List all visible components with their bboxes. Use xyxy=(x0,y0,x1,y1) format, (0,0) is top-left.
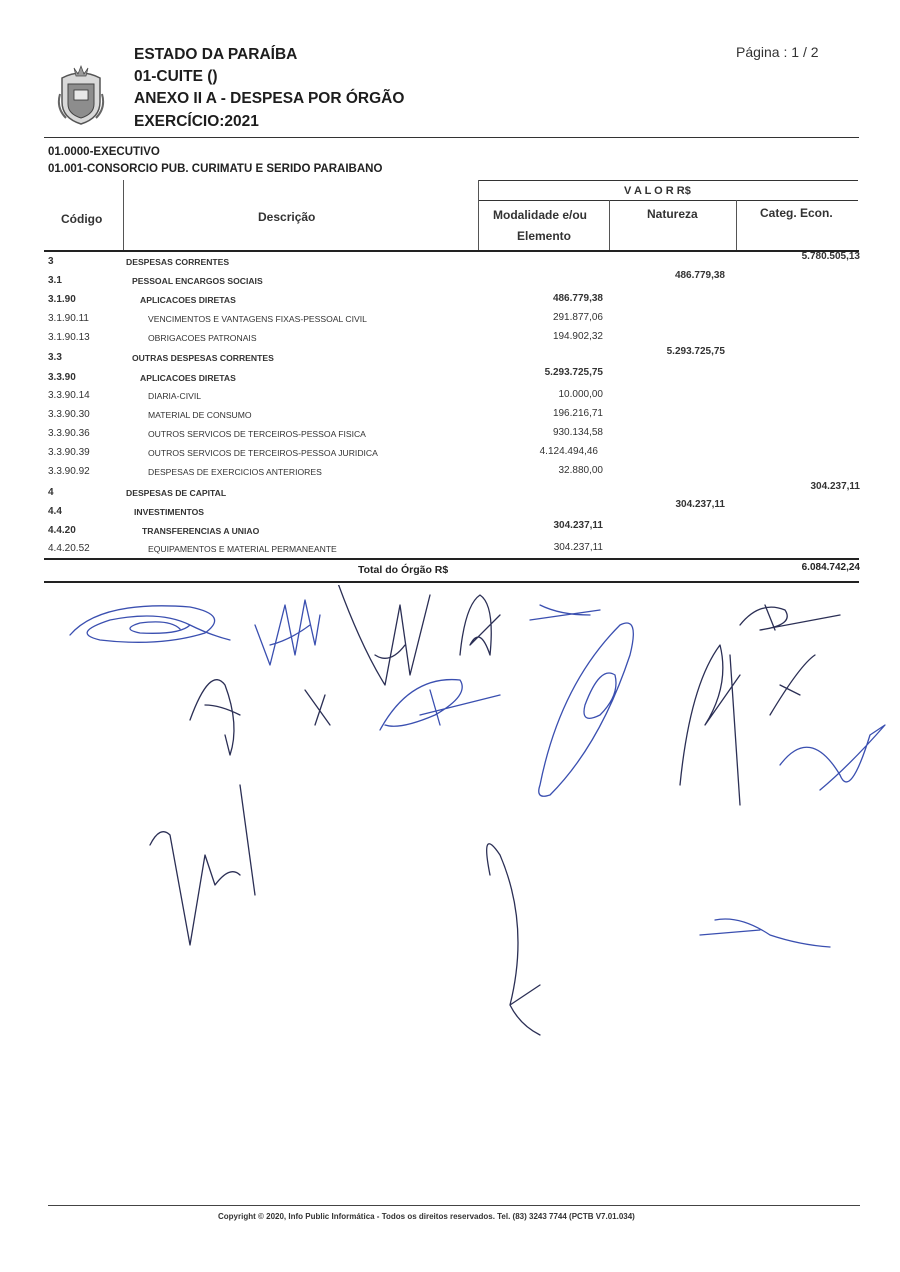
table-row xyxy=(48,481,860,503)
row-modalidade-value: 32.880,00 xyxy=(558,465,603,476)
signature-6 xyxy=(530,605,600,620)
row-description: DIARIA-CIVIL xyxy=(148,391,202,401)
row-modalidade-value: 930.134,58 xyxy=(552,427,603,438)
row-modalidade-value: 194.902,32 xyxy=(552,331,603,342)
table-row xyxy=(48,253,860,272)
col-header-description: Descrição xyxy=(258,210,316,224)
row-description: DESPESAS CORRENTES xyxy=(126,257,230,267)
col-divider-code xyxy=(123,180,124,250)
row-description: DESPESAS DE EXERCICIOS ANTERIORES xyxy=(148,467,322,477)
row-code: 4.4 xyxy=(48,506,62,517)
row-code: 4 xyxy=(48,487,54,498)
table-row xyxy=(48,329,860,348)
row-description: APLICACOES DIRETAS xyxy=(140,373,236,383)
signature-8 xyxy=(190,680,240,755)
row-description: APLICACOES DIRETAS xyxy=(140,295,236,305)
table-row xyxy=(48,272,860,291)
footer-rule xyxy=(48,1205,860,1206)
row-code: 3.1.90.13 xyxy=(48,332,90,343)
signature-7 xyxy=(380,680,500,730)
org-unit: 01.001-CONSORCIO PUB. CURIMATU E SERIDO PARAIBANO xyxy=(48,163,383,175)
header-rule xyxy=(44,137,859,138)
row-natureza-value: 5.293.725,75 xyxy=(666,346,725,357)
row-natureza-value: 486.779,38 xyxy=(674,270,725,281)
row-code: 3.3.90.92 xyxy=(48,466,90,477)
table-row xyxy=(48,444,860,463)
row-code: 4.4.20 xyxy=(48,525,76,536)
row-description: OUTROS SERVICOS DE TERCEIROS-PESSOA JURIDICA xyxy=(148,448,378,458)
row-modalidade-value: 10.000,00 xyxy=(558,389,603,400)
row-code: 4.4.20.52 xyxy=(48,543,90,554)
total-top-rule xyxy=(44,558,859,560)
footer-copyright: Copyright © 2020, Info Public Informática - Todos os direitos reservados. Tel. (83) 3243 7744 (PCTB V7.01.034) xyxy=(218,1212,635,1221)
row-description: MATERIAL DE CONSUMO xyxy=(148,410,252,420)
row-modalidade-value: 304.237,11 xyxy=(553,520,603,531)
signature-11 xyxy=(680,645,740,805)
total-bottom-rule xyxy=(44,581,859,583)
row-natureza-value: 304.237,11 xyxy=(675,499,725,510)
table-row xyxy=(48,291,860,310)
row-categ-value: 304.237,11 xyxy=(810,481,860,492)
signature-2 xyxy=(255,600,320,665)
row-code: 3.3.90 xyxy=(48,372,76,383)
header-entity: 01-CUITE () xyxy=(134,68,218,85)
col-header-categ: Categ. Econ. xyxy=(760,206,833,220)
valor-top-rule xyxy=(478,180,858,181)
col-header-code: Código xyxy=(61,212,103,226)
signature-5 xyxy=(539,623,634,796)
row-description: OUTRAS DESPESAS CORRENTES xyxy=(132,353,274,363)
signature-12 xyxy=(740,605,840,630)
row-code: 3.1.90 xyxy=(48,294,76,305)
row-code: 3.3.90.14 xyxy=(48,390,90,401)
row-description: OBRIGACOES PATRONAIS xyxy=(148,333,257,343)
table-row xyxy=(48,387,860,406)
valor-sub-rule xyxy=(478,200,858,201)
col-divider-desc xyxy=(478,180,479,250)
row-modalidade-value: 5.293.725,75 xyxy=(544,367,603,378)
col-divider-mod xyxy=(609,200,610,250)
row-description: TRANSFERENCIAS A UNIAO xyxy=(142,526,260,536)
row-description: DESPESAS DE CAPITAL xyxy=(126,488,227,498)
col-header-modalidade: Modalidade e/ou xyxy=(493,208,588,222)
row-code: 3.3.90.30 xyxy=(48,409,90,420)
row-modalidade-value: 291.877,06 xyxy=(552,312,603,323)
signature-14 xyxy=(780,725,885,790)
row-description: INVESTIMENTOS xyxy=(134,507,205,517)
row-categ-value: 5.780.505,13 xyxy=(801,251,860,262)
signature-9 xyxy=(305,690,330,725)
row-code: 3.1.90.11 xyxy=(48,313,89,324)
total-label: Total do Órgão R$ xyxy=(358,564,449,576)
table-header-rule xyxy=(44,250,859,252)
signatures-area xyxy=(40,585,900,1105)
row-description: VENCIMENTOS E VANTAGENS FIXAS-PESSOAL CIVIL xyxy=(148,314,367,324)
signature-16 xyxy=(700,919,830,947)
table-row xyxy=(48,499,860,522)
row-modalidade-value: 304.237,11 xyxy=(553,542,603,553)
table-row xyxy=(48,406,860,425)
row-modalidade-value: 196.216,71 xyxy=(552,408,603,419)
row-description: PESSOAL ENCARGOS SOCIAIS xyxy=(132,276,263,286)
row-modalidade-value: 486.779,38 xyxy=(552,293,603,304)
table-row xyxy=(48,540,860,559)
signature-4 xyxy=(460,595,500,655)
row-code: 3.1 xyxy=(48,275,62,286)
header-state: ESTADO DA PARAÍBA xyxy=(134,46,298,63)
col-header-elemento: Elemento xyxy=(517,229,572,243)
table-row xyxy=(48,310,860,329)
col-header-valor: V A L O R R$ xyxy=(624,185,691,197)
header-report: ANEXO II A - DESPESA POR ÓRGÃO xyxy=(134,90,405,107)
col-divider-nat xyxy=(736,200,737,250)
row-description: EQUIPAMENTOS E MATERIAL PERMANEANTE xyxy=(148,544,337,554)
table-row xyxy=(48,522,860,541)
col-header-natureza: Natureza xyxy=(647,207,698,221)
org-executive: 01.0000-EXECUTIVO xyxy=(48,146,160,158)
signature-3 xyxy=(335,585,430,685)
page-number: Página : 1 / 2 xyxy=(736,44,819,60)
table-row xyxy=(48,369,860,388)
row-code: 3.3.90.36 xyxy=(48,428,90,439)
row-code: 3.3 xyxy=(48,352,62,363)
signature-10 xyxy=(150,785,255,945)
row-code: 3.3.90.39 xyxy=(48,447,90,458)
signature-15 xyxy=(487,844,540,1035)
coat-of-arms-icon xyxy=(56,64,106,126)
signature-1 xyxy=(70,606,230,643)
signature-13 xyxy=(770,655,815,715)
row-modalidade-value: 4.124.494,46 xyxy=(539,446,598,457)
row-code: 3 xyxy=(48,256,54,267)
row-description: OUTROS SERVICOS DE TERCEIROS-PESSOA FISICA xyxy=(148,429,366,439)
table-row xyxy=(48,425,860,444)
table-row xyxy=(48,346,860,368)
total-value: 6.084.742,24 xyxy=(801,562,860,573)
header-year: EXERCÍCIO:2021 xyxy=(134,113,259,130)
table-row xyxy=(48,463,860,482)
